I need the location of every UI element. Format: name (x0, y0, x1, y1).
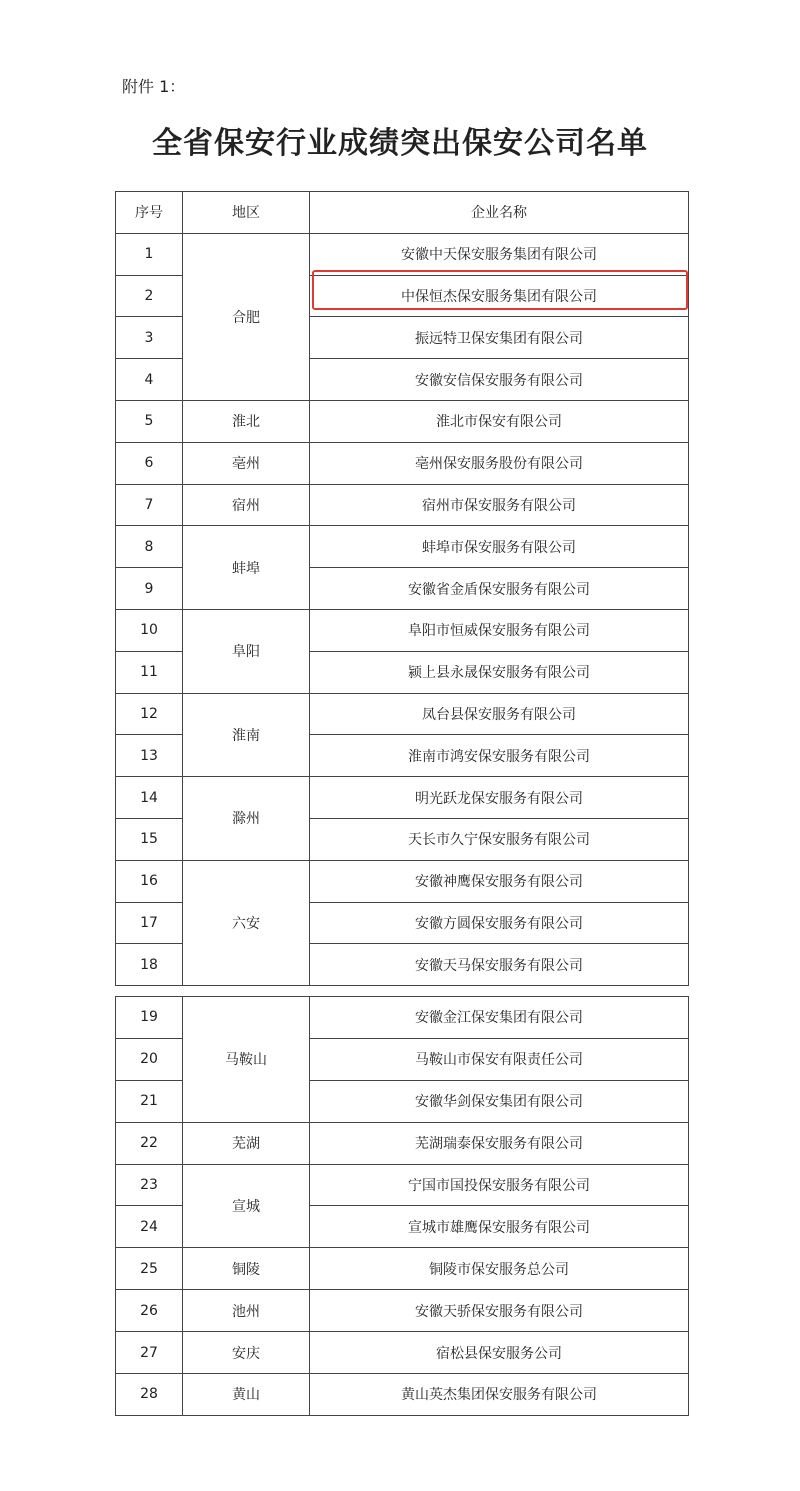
row-no: 13 (116, 735, 183, 777)
company-name: 黄山英杰集团保安服务有限公司 (310, 1374, 689, 1416)
row-no: 7 (116, 484, 183, 526)
row-no: 15 (116, 818, 183, 860)
region-cell: 淮南 (183, 693, 310, 777)
table-row (116, 526, 689, 568)
row-no: 23 (116, 1164, 183, 1206)
table-row (116, 1122, 689, 1164)
company-name: 蚌埠市保安服务有限公司 (310, 526, 689, 568)
region-cell: 亳州 (183, 442, 310, 484)
region-cell: 淮北 (183, 400, 310, 442)
table-row (116, 609, 689, 651)
company-name: 安徽天马保安服务有限公司 (310, 944, 689, 986)
company-name: 安徽省金盾保安服务有限公司 (310, 568, 689, 610)
row-no: 1 (116, 233, 183, 275)
row-no: 12 (116, 693, 183, 735)
row-no: 19 (116, 997, 183, 1039)
company-name: 振远特卫保安集团有限公司 (310, 317, 689, 359)
header-company: 企业名称 (310, 192, 689, 234)
company-name: 宿松县保安服务公司 (310, 1332, 689, 1374)
row-no: 4 (116, 359, 183, 401)
company-name: 淮北市保安有限公司 (310, 400, 689, 442)
highlight-box (312, 270, 688, 310)
row-no: 20 (116, 1038, 183, 1080)
table-row (116, 693, 689, 735)
table-header-row (116, 192, 689, 234)
row-no: 6 (116, 442, 183, 484)
company-name: 安徽中天保安服务集团有限公司 (310, 233, 689, 275)
company-name: 亳州保安服务股份有限公司 (310, 442, 689, 484)
company-name: 安徽华剑保安集团有限公司 (310, 1080, 689, 1122)
region-cell: 马鞍山 (183, 997, 310, 1123)
row-no: 17 (116, 902, 183, 944)
row-no: 27 (116, 1332, 183, 1374)
row-no: 9 (116, 568, 183, 610)
region-cell: 池州 (183, 1290, 310, 1332)
region-cell: 芜湖 (183, 1122, 310, 1164)
company-name: 阜阳市恒威保安服务有限公司 (310, 609, 689, 651)
table-row (116, 442, 689, 484)
row-no: 8 (116, 526, 183, 568)
table-row (116, 400, 689, 442)
row-no: 28 (116, 1374, 183, 1416)
company-name: 中保恒杰保安服务集团有限公司 (310, 275, 689, 317)
table-row (116, 233, 689, 275)
company-table-part-2 (115, 996, 689, 1416)
row-no: 5 (116, 400, 183, 442)
region-cell: 滁州 (183, 777, 310, 861)
company-name: 宣城市雄鹰保安服务有限公司 (310, 1206, 689, 1248)
row-no: 16 (116, 860, 183, 902)
row-no: 14 (116, 777, 183, 819)
region-cell: 蚌埠 (183, 526, 310, 610)
company-name: 颍上县永晟保安服务有限公司 (310, 651, 689, 693)
company-name: 安徽方圆保安服务有限公司 (310, 902, 689, 944)
company-name: 安徽安信保安服务有限公司 (310, 359, 689, 401)
row-no: 10 (116, 609, 183, 651)
row-no: 22 (116, 1122, 183, 1164)
table-row (116, 1248, 689, 1290)
region-cell: 安庆 (183, 1332, 310, 1374)
region-cell: 宿州 (183, 484, 310, 526)
table-row (116, 860, 689, 902)
table-row (116, 1290, 689, 1332)
table-row (116, 1332, 689, 1374)
company-name: 宿州市保安服务有限公司 (310, 484, 689, 526)
region-cell: 六安 (183, 860, 310, 985)
attachment-label: 附件 1： (122, 77, 186, 96)
header-region: 地区 (183, 192, 310, 234)
header-no: 序号 (116, 192, 183, 234)
document-title: 全省保安行业成绩突出保安公司名单 (152, 126, 648, 161)
row-no: 2 (116, 275, 183, 317)
region-cell: 阜阳 (183, 609, 310, 693)
company-name: 宁国市国投保安服务有限公司 (310, 1164, 689, 1206)
region-cell: 宣城 (183, 1164, 310, 1248)
row-no: 11 (116, 651, 183, 693)
company-table-part-1 (115, 191, 689, 986)
table-row (116, 777, 689, 819)
table-row (116, 1374, 689, 1416)
company-name: 安徽金江保安集团有限公司 (310, 997, 689, 1039)
company-name: 安徽天骄保安服务有限公司 (310, 1290, 689, 1332)
company-name: 天长市久宁保安服务有限公司 (310, 818, 689, 860)
company-name: 凤台县保安服务有限公司 (310, 693, 689, 735)
row-no: 18 (116, 944, 183, 986)
company-name: 芜湖瑞泰保安服务有限公司 (310, 1122, 689, 1164)
company-name: 淮南市鸿安保安服务有限公司 (310, 735, 689, 777)
company-name: 马鞍山市保安有限责任公司 (310, 1038, 689, 1080)
company-name: 安徽神鹰保安服务有限公司 (310, 860, 689, 902)
company-name: 明光跃龙保安服务有限公司 (310, 777, 689, 819)
row-no: 21 (116, 1080, 183, 1122)
region-cell: 黄山 (183, 1374, 310, 1416)
table-row (116, 484, 689, 526)
row-no: 3 (116, 317, 183, 359)
row-no: 24 (116, 1206, 183, 1248)
table-row (116, 1164, 689, 1206)
table-row (116, 997, 689, 1039)
region-cell: 合肥 (183, 233, 310, 400)
region-cell: 铜陵 (183, 1248, 310, 1290)
row-no: 26 (116, 1290, 183, 1332)
row-no: 25 (116, 1248, 183, 1290)
company-name: 铜陵市保安服务总公司 (310, 1248, 689, 1290)
